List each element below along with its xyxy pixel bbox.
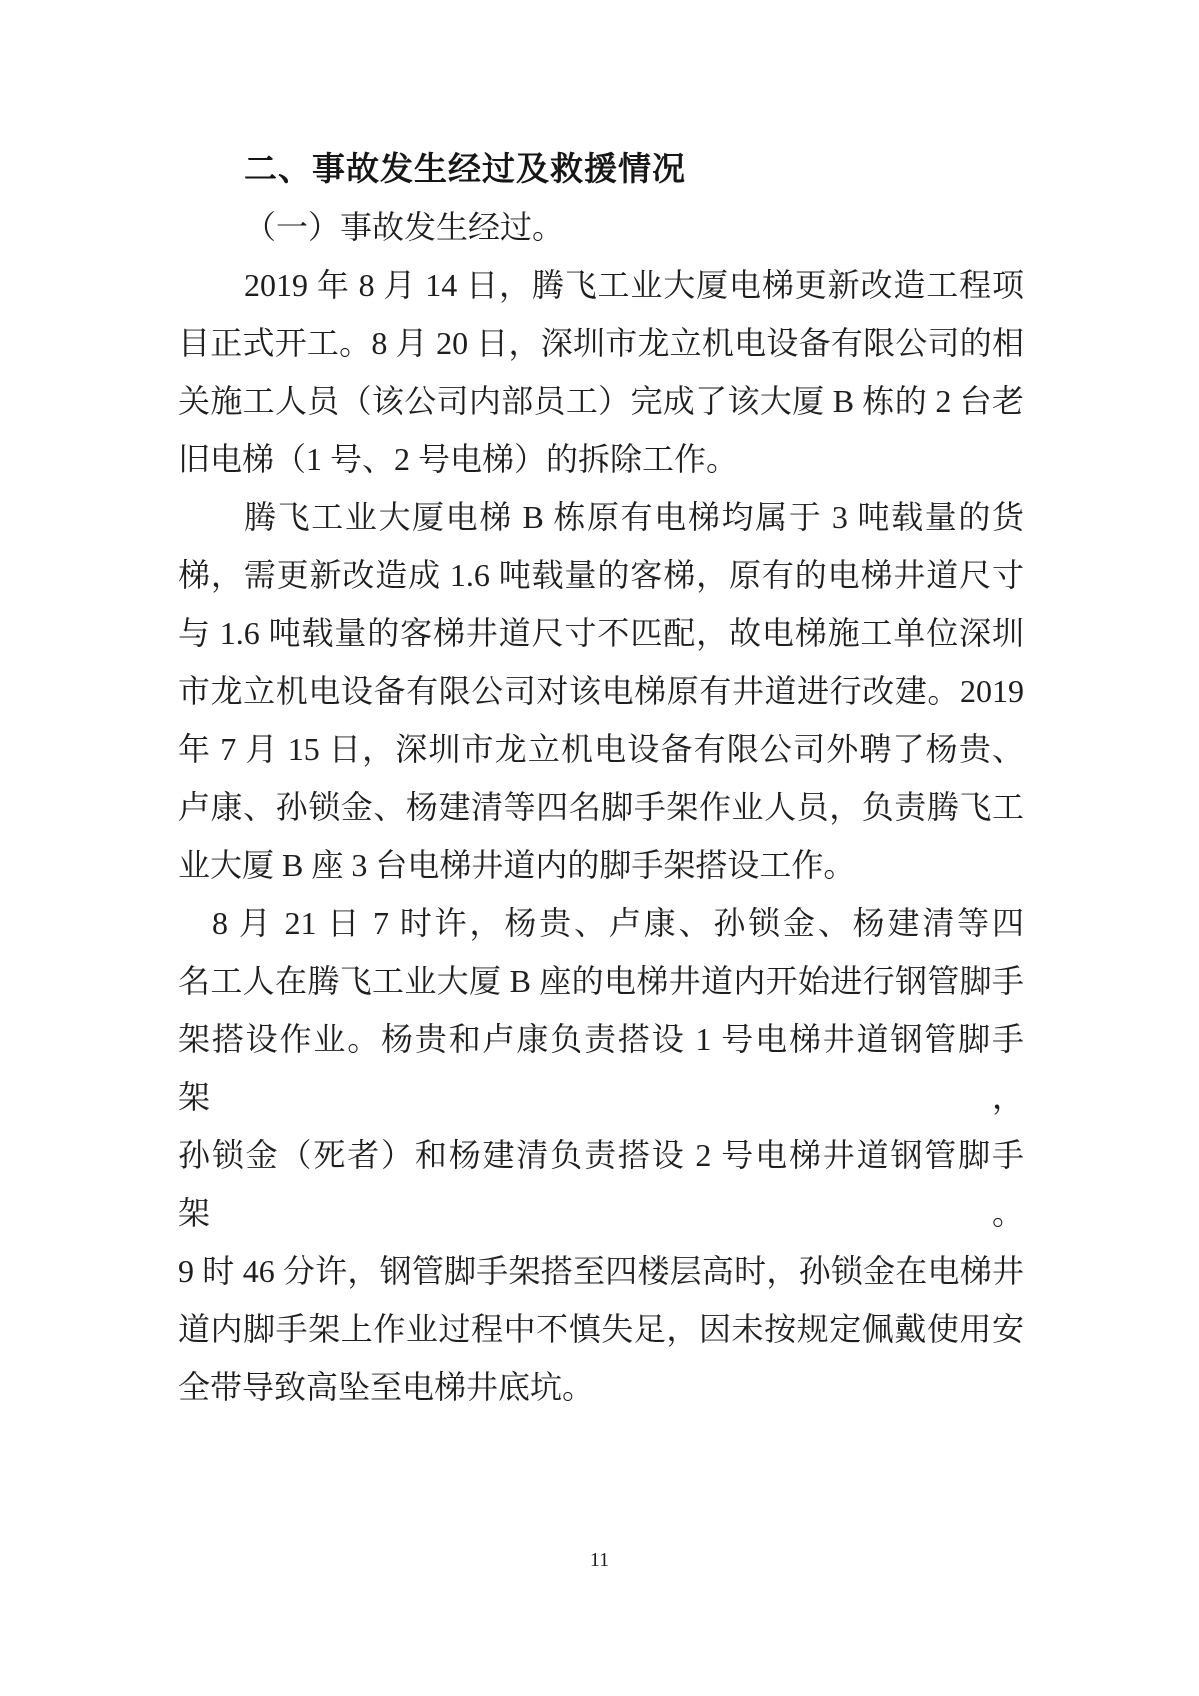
- text-line: 名工人在腾飞工业大厦 B 座的电梯井道内开始进行钢管脚手: [178, 963, 1024, 999]
- text-line: 全带导致高坠至电梯井底坑。: [178, 1369, 595, 1405]
- text-line: 年 7 月 15 日，深圳市龙立机电设备有限公司外聘了杨贵、: [178, 731, 1024, 767]
- section-heading: 二、事故发生经过及救援情况: [244, 150, 686, 187]
- document-content: [178, 140, 1024, 1416]
- text-line: 腾飞工业大厦电梯 B 栋原有电梯均属于 3 吨载量的货: [244, 499, 1024, 535]
- paragraph: [178, 488, 1024, 894]
- paragraph: [178, 256, 1024, 488]
- paragraph: [178, 894, 1024, 1416]
- text-line: 旧电梯（1 号、2 号电梯）的拆除工作。: [178, 441, 739, 477]
- text-line: 市龙立机电设备有限公司对该电梯原有井道进行改建。2019: [178, 673, 1024, 709]
- text-line: 道内脚手架上作业过程中不慎失足，因未按规定佩戴使用安: [178, 1311, 1024, 1347]
- text-line: 9 时 46 分许，钢管脚手架搭至四楼层高时，孙锁金在电梯井: [178, 1253, 1024, 1289]
- text-line: 关施工人员（该公司内部员工）完成了该大厦 B 栋的 2 台老: [178, 383, 1024, 419]
- text-line: 2019 年 8 月 14 日，腾飞工业大厦电梯更新改造工程项: [244, 267, 1024, 303]
- page-number: 11: [589, 1549, 610, 1571]
- text-line: 梯，需更新改造成 1.6 吨载量的客梯，原有的电梯井道尺寸: [178, 557, 1024, 593]
- subsection-heading: （一）事故发生经过。: [244, 209, 565, 245]
- text-line: 与 1.6 吨载量的客梯井道尺寸不匹配，故电梯施工单位深圳: [178, 615, 1024, 651]
- text-line: 8 月 21 日 7 时许，杨贵、卢康、孙锁金、杨建清等四: [212, 905, 1024, 941]
- text-line: 孙锁金（死者）和杨建清负责搭设 2 号电梯井道钢管脚手架。: [178, 1137, 1024, 1231]
- text-line: 目正式开工。8 月 20 日，深圳市龙立机电设备有限公司的相: [178, 325, 1024, 361]
- text-line: 卢康、孙锁金、杨建清等四名脚手架作业人员，负责腾飞工: [178, 789, 1024, 825]
- text-line: 架搭设作业。杨贵和卢康负责搭设 1 号电梯井道钢管脚手架，: [178, 1021, 1024, 1115]
- text-line: 业大厦 B 座 3 台电梯井道内的脚手架搭设工作。: [178, 847, 856, 883]
- paragraph-list: [178, 256, 1024, 1416]
